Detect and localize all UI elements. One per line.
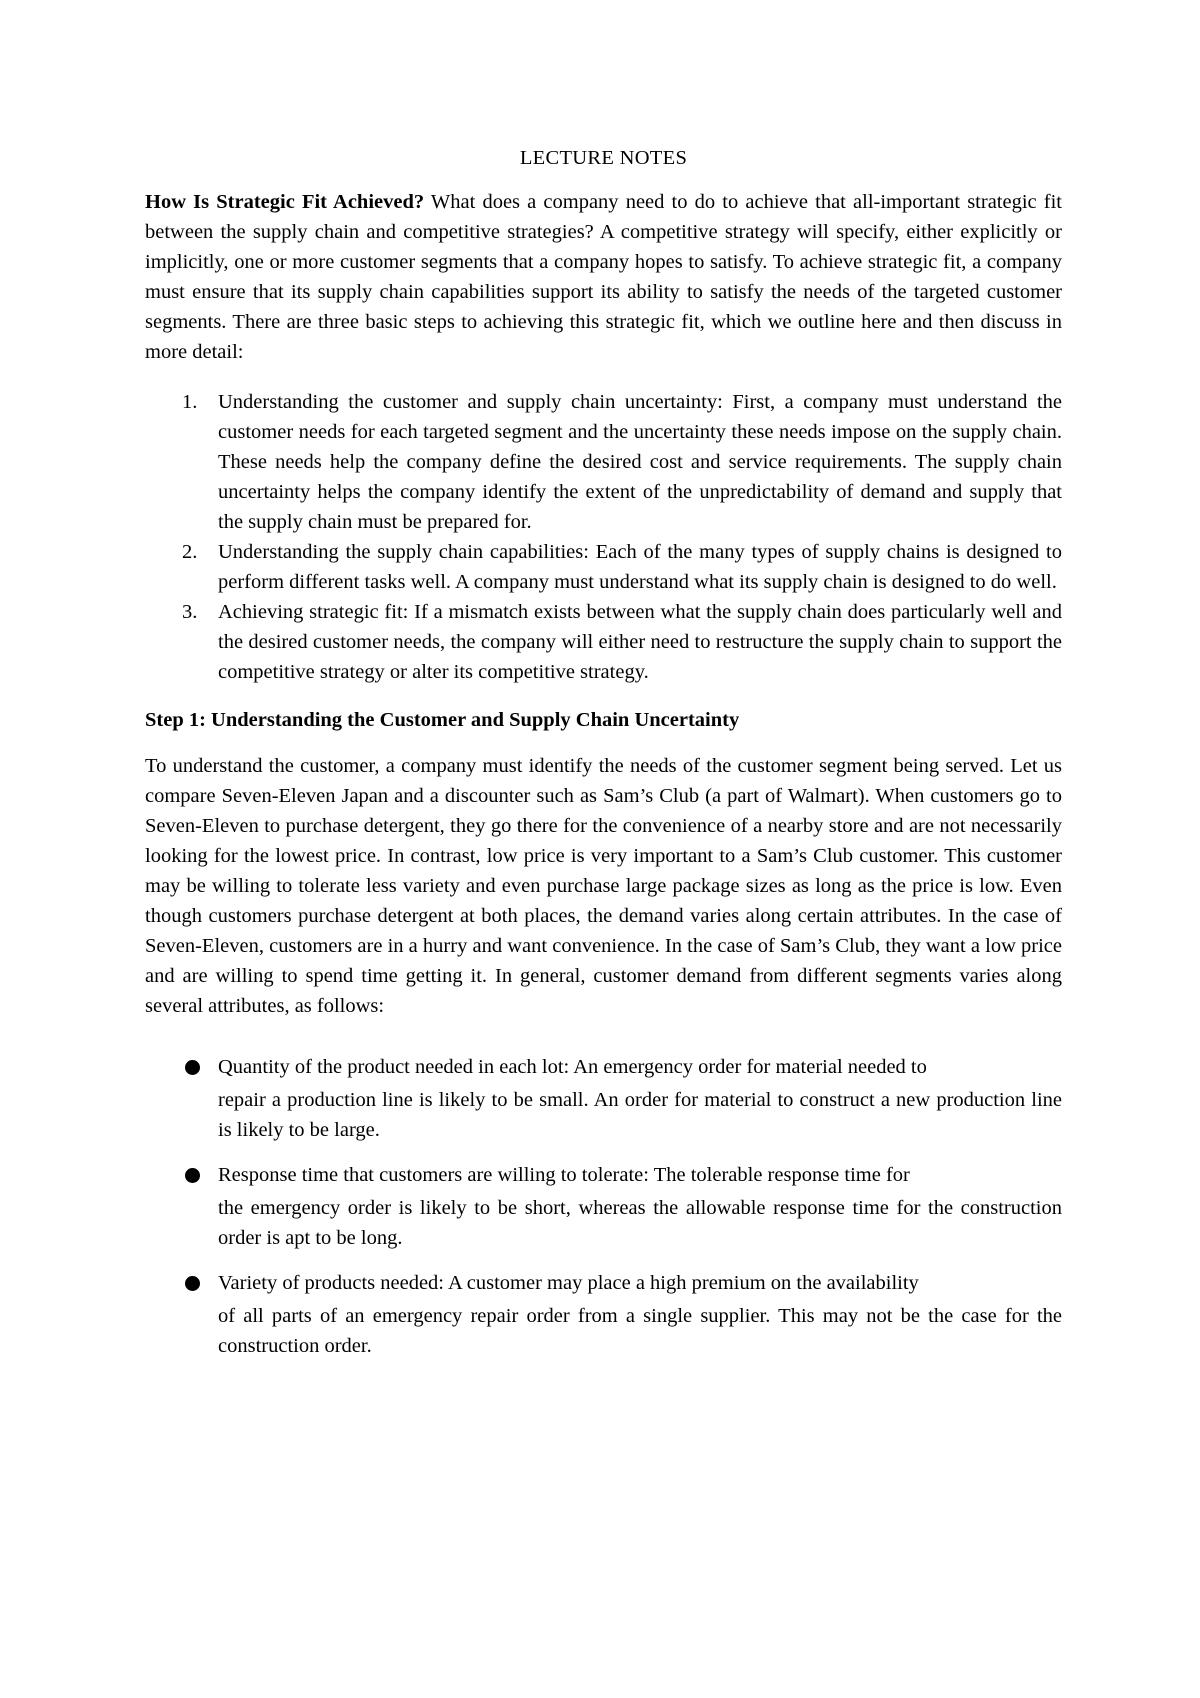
- body-paragraph: To understand the customer, a company must identify the needs of the customer segment being served. Let us compare Seven-Eleven Japan and a discounter such as Sam’s Club (a part of Walmart). When customers go to Seven-Eleven to purchase detergent, they go there for the convenience of a nearby store and are not necessarily looking for the lowest price. In contrast, low price is very important to a Sam’s Club customer. This customer may be willing to tolerate less variety and even purchase large package sizes as long as the price is low. Even though customers purchase detergent at both places, the demand varies along certain attributes. In the case of Seven-Eleven, customers are in a hurry and want convenience. In the case of Sam’s Club, they want a low price and are willing to spend time getting it. In general, customer demand from different segments varies along several attributes, as follows:: [145, 755, 1062, 1017]
- list-item-first-line: Quantity of the product needed in each lot: An emergency order for material needed to: [218, 1056, 927, 1078]
- bullet-dot-icon: [185, 1276, 200, 1291]
- intro-paragraph: [145, 187, 1062, 367]
- page-title: LECTURE NOTES: [519, 147, 688, 169]
- list-item: [145, 1047, 1062, 1145]
- list-number: 2.: [182, 541, 198, 563]
- attributes-list: [145, 1047, 1062, 1361]
- list-item-text: the emergency order is likely to be short, whereas the allowable response time for the construction order is apt to be long.: [218, 1197, 1062, 1249]
- list-item-text: Understanding the supply chain capabilities: Each of the many types of supply chains is designed to perform different tasks well. A company must understand what its supply chain is designed to do well.: [218, 541, 1062, 593]
- list-item-text: repair a production line is likely to be small. An order for material to construct a new production line is likely to be large.: [218, 1089, 1062, 1141]
- list-item: [145, 1155, 1062, 1253]
- list-item: [145, 387, 1062, 537]
- intro-heading: How Is Strategic Fit Achieved?: [145, 191, 425, 213]
- list-item-first-line: Variety of products needed: A customer may place a high premium on the availability: [218, 1272, 919, 1294]
- list-item-text: Achieving strategic fit: If a mismatch exists between what the supply chain does particularly well and the desired customer needs, the company will either need to restructure the supply chain to support the competitive strategy or alter its competitive strategy.: [218, 601, 1062, 683]
- list-item: [145, 537, 1062, 597]
- bullet-dot-icon: [185, 1060, 200, 1075]
- list-item-first-line: Response time that customers are willing to tolerate: The tolerable response time for: [218, 1164, 910, 1186]
- list-number: 3.: [182, 601, 198, 623]
- bullet-dot-icon: [185, 1168, 200, 1183]
- steps-list: [145, 387, 1062, 687]
- list-item: [145, 1263, 1062, 1361]
- intro-text: What does a company need to do to achieve that all-important strategic fit between the supply chain and competitive strategies? A competitive strategy will specify, either explicitly or implicitly, one or more customer segments that a company hopes to satisfy. To achieve strategic fit, a company must ensure that its supply chain capabilities support its ability to satisfy the needs of the targeted customer segments. There are three basic steps to achieving this strategic fit, which we outline here and then discuss in more detail:: [145, 191, 1063, 363]
- list-number: 1.: [182, 391, 198, 413]
- list-item: [145, 597, 1062, 687]
- list-item-text: Understanding the customer and supply chain uncertainty: First, a company must understand the customer needs for each targeted segment and the uncertainty these needs impose on the supply chain. These needs help the company define the desired cost and service requirements. The supply chain uncertainty helps the company identify the extent of the unpredictability of demand and supply that the supply chain must be prepared for.: [218, 391, 1062, 533]
- list-item-text: of all parts of an emergency repair order from a single supplier. This may not be the case for the construction order.: [218, 1305, 1062, 1357]
- section-heading: Step 1: Understanding the Customer and Supply Chain Uncertainty: [145, 709, 740, 731]
